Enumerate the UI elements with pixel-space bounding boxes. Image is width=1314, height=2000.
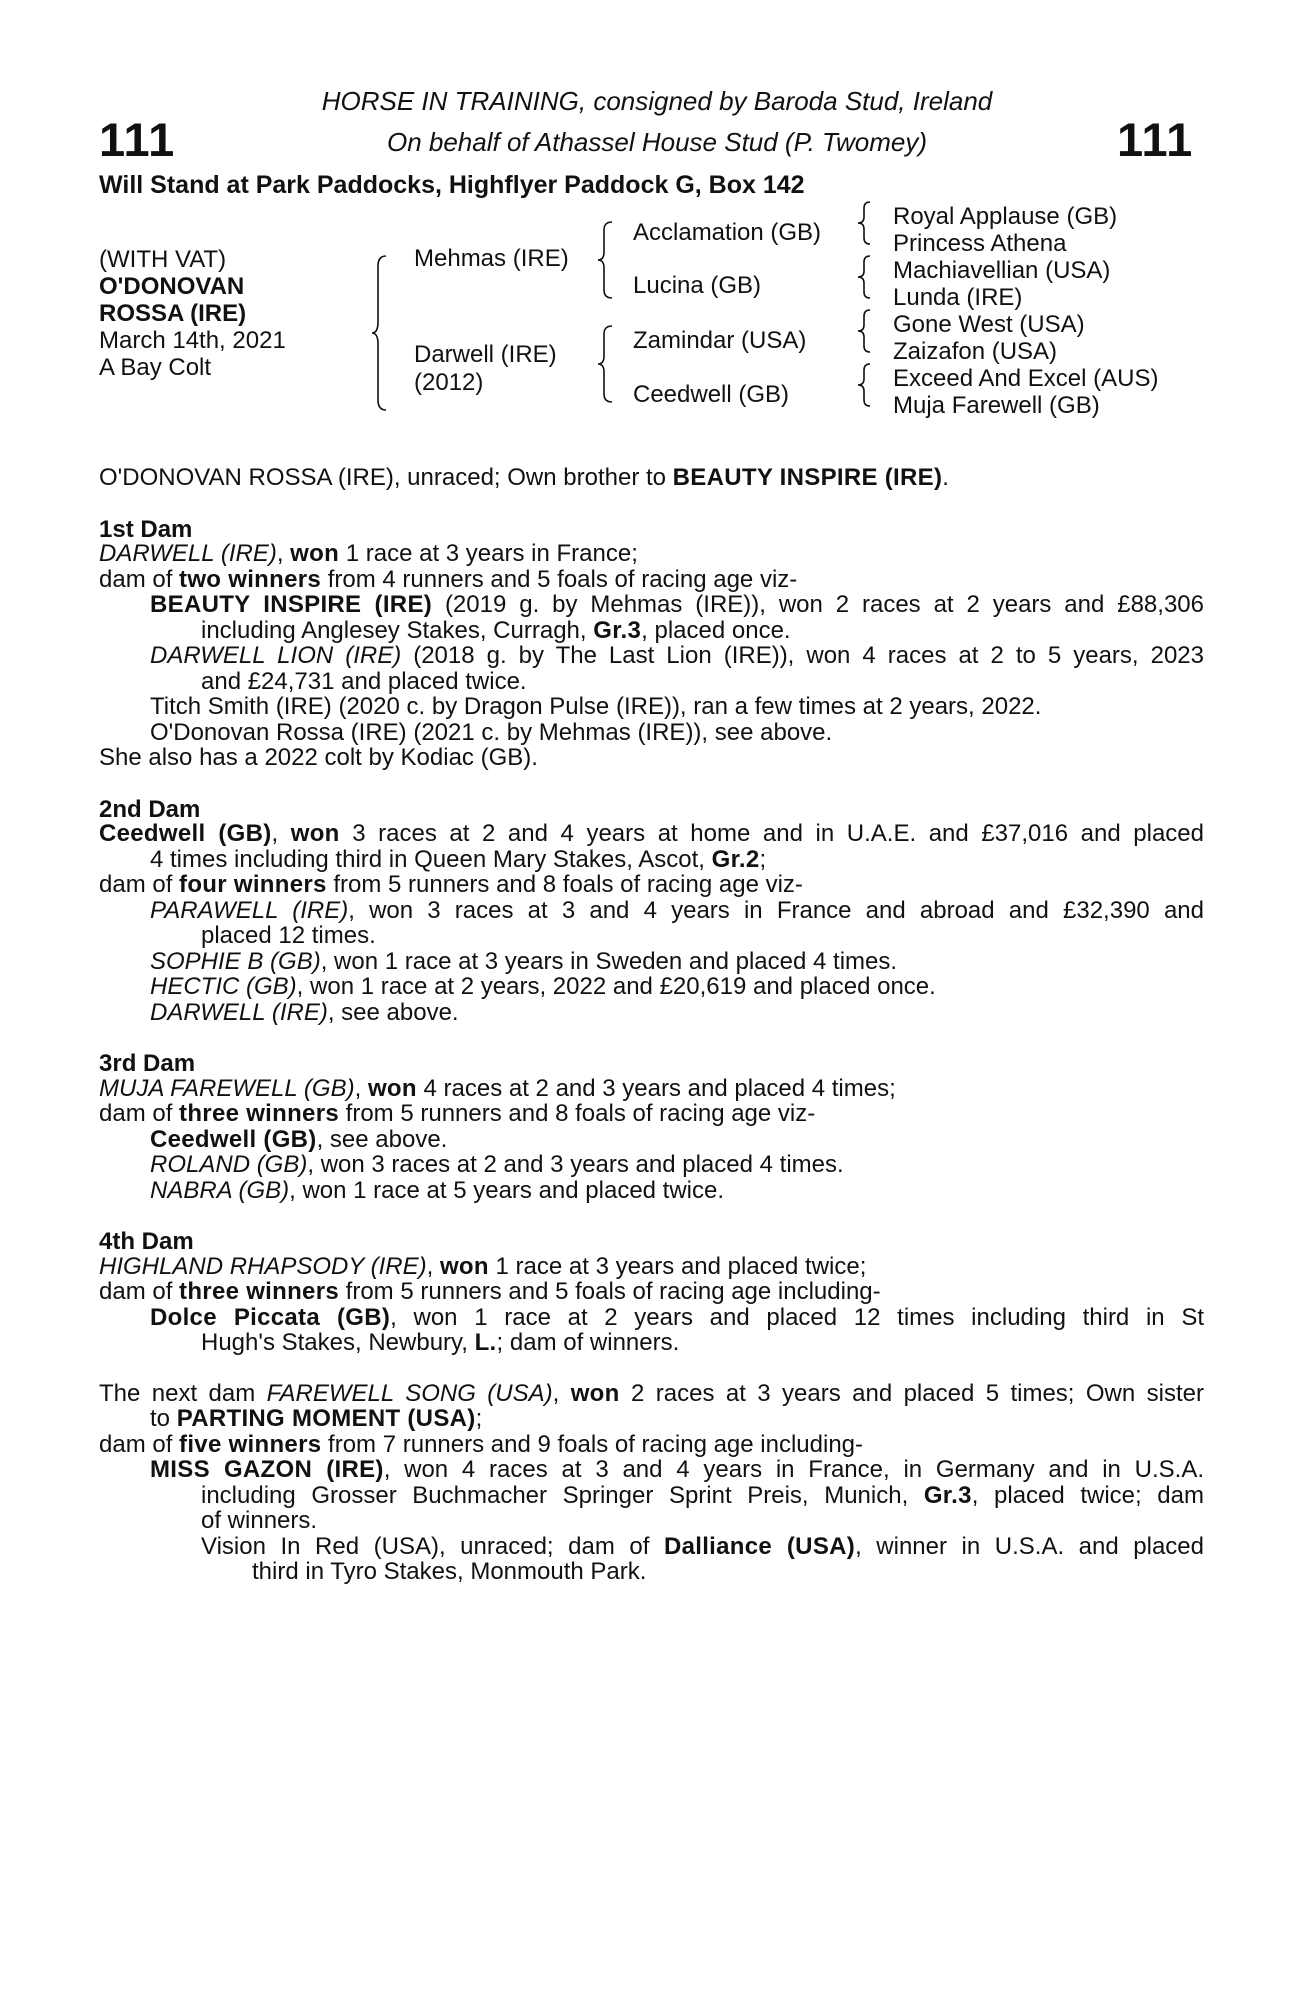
dam4-progeny-1: Dolce Piccata (GB), won 1 race at 2 years and placed 12 times including third in St [150, 1304, 1204, 1331]
pedigree-dam-dam: Ceedwell (GB) [633, 381, 790, 408]
pedigree-g3-1: Royal Applause (GB) [893, 203, 1118, 230]
pedigree-bracket-g3-1 [858, 202, 876, 244]
dam1-also-has: She also has a 2022 colt by Kodiac (GB). [99, 744, 538, 771]
horse-name-line1: O'DONOVAN [99, 273, 245, 300]
dam4-record: HIGHLAND RHAPSODY (IRE), won 1 race at 3 years and placed twice; [99, 1253, 867, 1280]
intro-brother-name: BEAUTY INSPIRE (IRE) [672, 464, 943, 491]
pedigree-bracket-main [372, 256, 394, 410]
dam2-record: Ceedwell (GB), won 3 races at 2 and 4 years at home and in U.A.E. and £37,016 and placed [99, 820, 1204, 847]
dam1-progeny-3: Titch Smith (IRE) (2020 c. by Dragon Pulse (IRE)), ran a few times at 2 years, 2022. [150, 693, 1042, 720]
pedigree-dam-sire: Zamindar (USA) [633, 327, 807, 354]
pedigree-dam: Darwell (IRE) [414, 341, 557, 368]
dam1-progeny-2-cont: and £24,731 and placed twice. [201, 668, 527, 695]
pedigree-g3-5: Gone West (USA) [893, 311, 1085, 338]
horse-dob: March 14th, 2021 [99, 327, 286, 354]
intro-line: O'DONOVAN ROSSA (IRE), unraced; Own brother to BEAUTY INSPIRE (IRE). [99, 464, 949, 491]
lot-number-left: 111 [99, 113, 176, 166]
dam2-record-cont: 4 times including third in Queen Mary Stakes, Ascot, Gr.2; [150, 846, 767, 873]
dam2-progeny-1: PARAWELL (IRE), won 3 races at 3 and 4 years in France and abroad and £32,390 and [150, 897, 1204, 924]
pedigree-bracket-sire [598, 222, 620, 298]
pedigree-g3-4: Lunda (IRE) [893, 284, 1023, 311]
pedigree-g3-7: Exceed And Excel (AUS) [893, 365, 1159, 392]
next-dam-progeny-1-cont: including Grosser Buchmacher Springer Sprint Preis, Munich, Gr.3, placed twice; dam [201, 1482, 1204, 1509]
next-dam-record: The next dam FAREWELL SONG (USA), won 2 races at 3 years and placed 5 times; Own sister [99, 1380, 1204, 1407]
section-heading-4th-dam: 4th Dam [99, 1228, 194, 1255]
pedigree-dam-year: (2012) [414, 369, 484, 396]
dam3-progeny-1: Ceedwell (GB), see above. [150, 1126, 448, 1153]
next-dam-progeny-2-cont: third in Tyro Stakes, Monmouth Park. [252, 1558, 647, 1585]
dam2-progeny-3: HECTIC (GB), won 1 race at 2 years, 2022 and £20,619 and placed once. [150, 973, 936, 1000]
next-dam-sister: to PARTING MOMENT (USA); [150, 1405, 483, 1432]
next-dam-produce-summary: dam of five winners from 7 runners and 9 foals of racing age including- [99, 1431, 864, 1458]
dam3-record: MUJA FAREWELL (GB), won 4 races at 2 and 3 years and placed 4 times; [99, 1075, 896, 1102]
on-behalf-line: On behalf of Athassel House Stud (P. Twomey) [386, 127, 927, 157]
lot-number-right: 111 [1117, 113, 1194, 166]
dam4-progeny-1-cont: Hugh's Stakes, Newbury, L.; dam of winners. [201, 1329, 680, 1356]
dam3-progeny-2: ROLAND (GB), won 3 races at 2 and 3 years and placed 4 times. [150, 1151, 844, 1178]
next-dam-progeny-1: MISS GAZON (IRE), won 4 races at 3 and 4 years in France, in Germany and in U.S.A. [150, 1456, 1204, 1483]
pedigree-g3-8: Muja Farewell (GB) [893, 392, 1100, 419]
pedigree-sire: Mehmas (IRE) [414, 245, 569, 272]
dam2-produce-summary: dam of four winners from 5 runners and 8 foals of racing age viz- [99, 871, 803, 898]
next-dam-progeny-2: Vision In Red (USA), unraced; dam of Dalliance (USA), winner in U.S.A. and placed [201, 1533, 1204, 1560]
dam3-progeny-3: NABRA (GB), won 1 race at 5 years and placed twice. [150, 1177, 725, 1204]
pedigree-g3-6: Zaizafon (USA) [893, 338, 1058, 365]
section-heading-2nd-dam: 2nd Dam [99, 796, 201, 823]
pedigree-bracket-dam [598, 326, 620, 402]
horse-description: A Bay Colt [99, 354, 212, 381]
section-heading-3rd-dam: 3rd Dam [99, 1050, 196, 1077]
dam1-progeny-1-cont: including Anglesey Stakes, Curragh, Gr.3, placed once. [201, 617, 791, 644]
dam2-progeny-1-cont: placed 12 times. [201, 922, 376, 949]
stand-location: Will Stand at Park Paddocks, Highflyer Paddock G, Box 142 [99, 171, 805, 199]
vat-note: (WITH VAT) [99, 246, 227, 273]
next-dam-progeny-1-cont2: of winners. [201, 1507, 318, 1534]
dam2-progeny-2: SOPHIE B (GB), won 1 race at 3 years in Sweden and placed 4 times. [150, 948, 898, 975]
horse-name-line2: ROSSA (IRE) [99, 300, 247, 327]
dam2-progeny-4: DARWELL (IRE), see above. [150, 999, 459, 1026]
pedigree-bracket-g3-4 [858, 364, 876, 406]
dam1-progeny-4: O'Donovan Rossa (IRE) (2021 c. by Mehmas (IRE)), see above. [150, 719, 833, 746]
dam1-progeny-1: BEAUTY INSPIRE (IRE) (2019 g. by Mehmas (IRE)), won 2 races at 2 years and £88,306 [150, 591, 1204, 618]
dam1-produce-summary: dam of two winners from 4 runners and 5 foals of racing age viz- [99, 566, 798, 593]
dam1-progeny-2: DARWELL LION (IRE) (2018 g. by The Last Lion (IRE)), won 4 races at 2 to 5 years, 2023 [150, 642, 1204, 669]
pedigree-bracket-g3-2 [858, 256, 876, 298]
pedigree-sire-dam: Lucina (GB) [633, 272, 762, 299]
consignment-line: HORSE IN TRAINING, consigned by Baroda Stud, Ireland [321, 86, 993, 116]
section-heading-1st-dam: 1st Dam [99, 516, 193, 543]
dam4-produce-summary: dam of three winners from 5 runners and 5 foals of racing age including- [99, 1278, 881, 1305]
dam3-produce-summary: dam of three winners from 5 runners and 8 foals of racing age viz- [99, 1100, 816, 1127]
dam1-record: DARWELL (IRE), won 1 race at 3 years in France; [99, 540, 638, 567]
pedigree-g3-2: Princess Athena [893, 230, 1067, 257]
pedigree-g3-3: Machiavellian (USA) [893, 257, 1111, 284]
pedigree-sire-sire: Acclamation (GB) [633, 219, 822, 246]
pedigree-bracket-g3-3 [858, 310, 876, 352]
